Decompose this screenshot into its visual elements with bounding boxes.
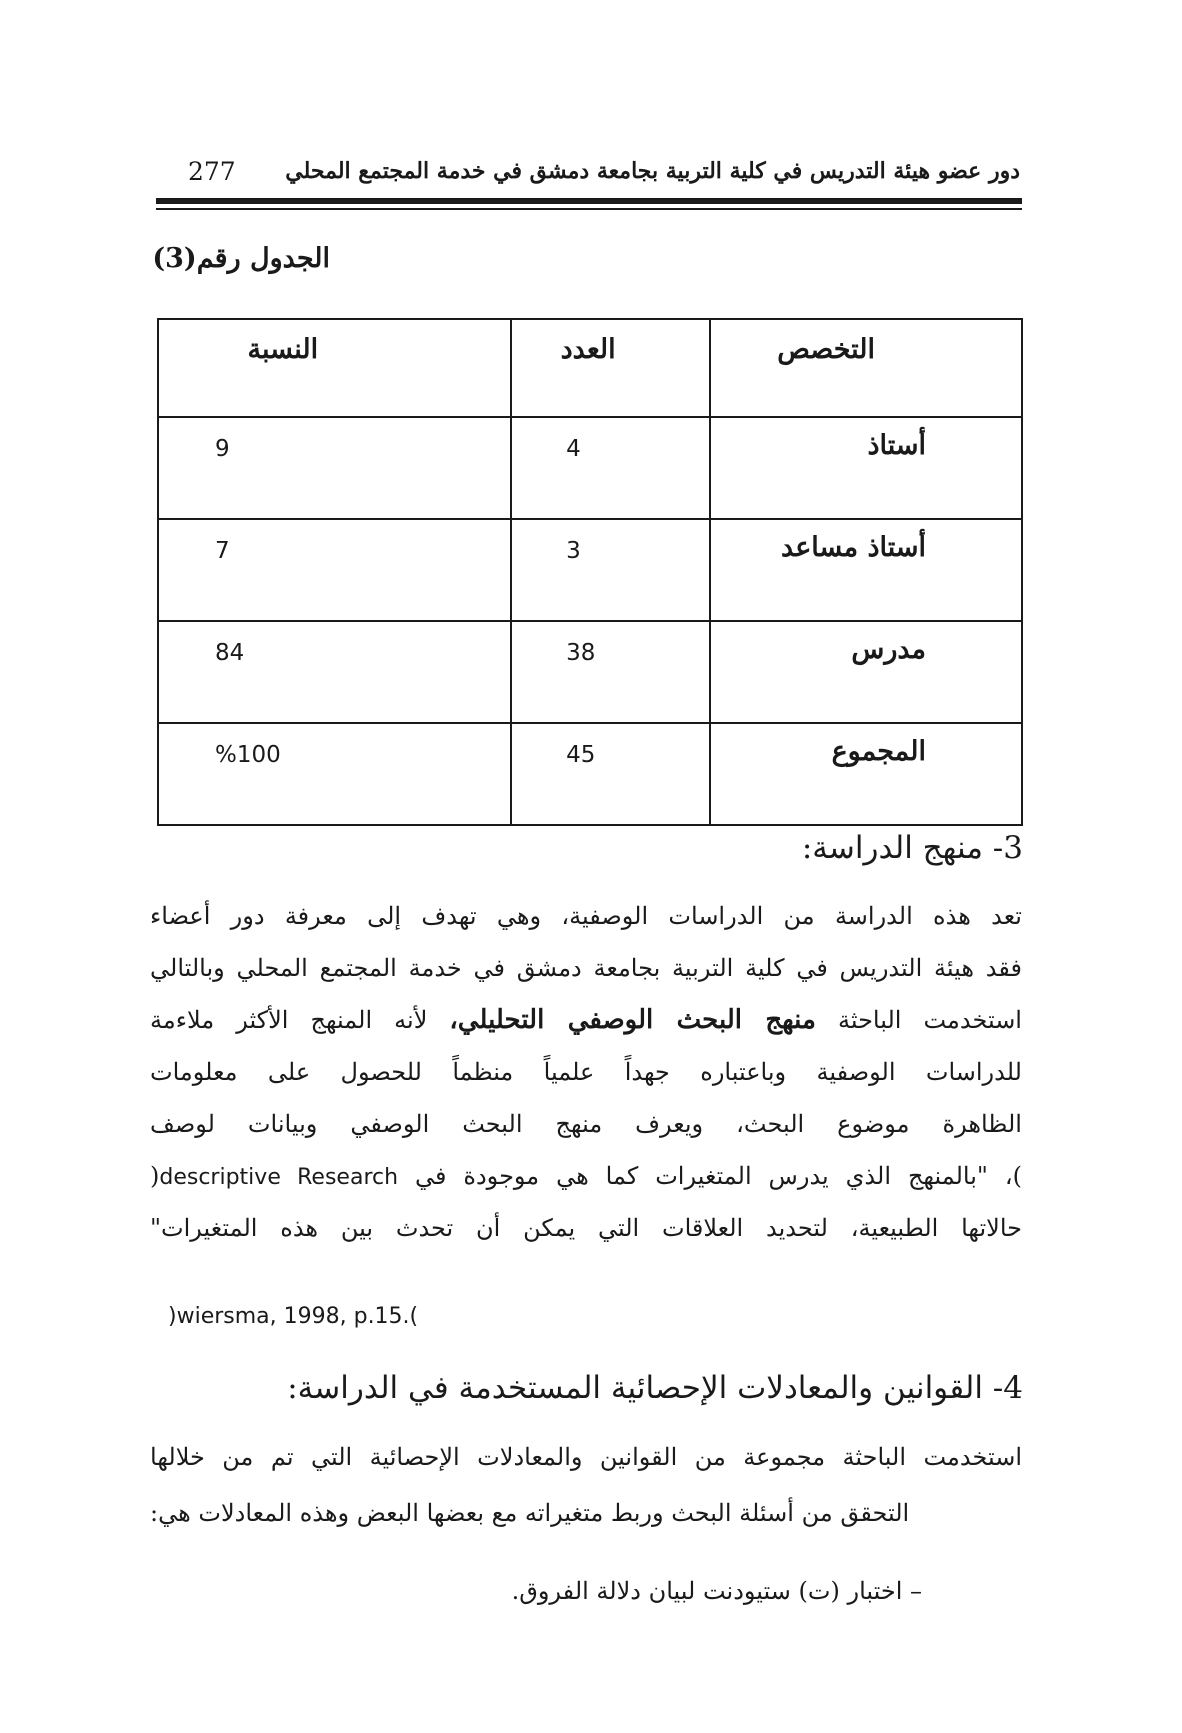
paragraph-line: للدراسات الوصفية وباعتباره جهداً علمياً منظماً للحصول على معلومات bbox=[150, 1058, 1022, 1086]
paragraph-line bbox=[150, 1150, 1022, 1202]
cell-percent: 7 bbox=[158, 519, 511, 621]
cell-specialty: مدرس bbox=[710, 621, 1022, 723]
line-text: ( bbox=[150, 1162, 160, 1190]
paragraph-line bbox=[150, 1098, 1022, 1150]
header-specialty: التخصص bbox=[710, 319, 1022, 417]
cell-percent: %100 bbox=[158, 723, 511, 825]
header-rule-thin bbox=[156, 208, 1022, 210]
cell-count: 45 bbox=[511, 723, 709, 825]
citation: )wiersma, 1998, p.15.( bbox=[168, 1304, 419, 1329]
specialty-table bbox=[157, 318, 1023, 826]
page-number: 277 bbox=[188, 156, 236, 186]
section-4-paragraph bbox=[150, 1429, 1022, 1541]
cell-percent: 9 bbox=[158, 417, 511, 519]
section-4-title: 4- القوانين والمعادلات الإحصائية المستخدمة في الدراسة: bbox=[287, 1370, 1023, 1406]
header-count: العدد bbox=[511, 319, 709, 417]
paragraph-line: فقد هيئة التدريس في كلية التربية بجامعة دمشق في خدمة المجتمع المحلي وبالتالي bbox=[150, 954, 1022, 982]
paragraph-line: استخدمت الباحثة مجموعة من القوانين والمعادلات الإحصائية التي تم من خلالها bbox=[150, 1443, 1022, 1471]
cell-specialty: أستاذ bbox=[710, 417, 1022, 519]
table-row-total bbox=[158, 723, 1022, 825]
latin-term: descriptive Research bbox=[159, 1165, 399, 1190]
header-percent: النسبة bbox=[158, 319, 511, 417]
cell-count: 3 bbox=[511, 519, 709, 621]
paragraph-line: التحقق من أسئلة البحث وربط متغيراته مع بعضها البعض وهذه المعادلات هي: bbox=[150, 1499, 910, 1527]
section-3-paragraph bbox=[150, 890, 1022, 1254]
running-header bbox=[158, 150, 1020, 192]
cell-percent: 84 bbox=[158, 621, 511, 723]
line-text: لأنه المنهج الأكثر ملاءمة bbox=[150, 1006, 428, 1034]
line-text: وبيانات لوصف bbox=[150, 1110, 318, 1138]
paragraph-line bbox=[150, 994, 1022, 1046]
table-row bbox=[158, 417, 1022, 519]
cell-specialty: أستاذ مساعد bbox=[710, 519, 1022, 621]
header-rule-thick bbox=[156, 198, 1022, 204]
line-text: )، "بالمنهج الذي يدرس المتغيرات كما هي موجودة في bbox=[415, 1162, 1022, 1190]
cell-count: 38 bbox=[511, 621, 709, 723]
running-title: دور عضو هيئة التدريس في كلية التربية بجامعة دمشق في خدمة المجتمع المحلي bbox=[285, 158, 1020, 184]
table-row bbox=[158, 621, 1022, 723]
cell-specialty: المجموع bbox=[710, 723, 1022, 825]
table-row bbox=[158, 519, 1022, 621]
bullet-item: – اختبار (ت) ستيودنت لبيان دلالة الفروق. bbox=[511, 1577, 922, 1605]
cell-count: 4 bbox=[511, 417, 709, 519]
table-caption: الجدول رقم(3) bbox=[152, 243, 330, 274]
paragraph-line: تعد هذه الدراسة من الدراسات الوصفية، وهي تهدف إلى معرفة دور أعضاء bbox=[150, 902, 1022, 930]
table-header-row bbox=[158, 319, 1022, 417]
paragraph-line: حالاتها الطبيعية، لتحديد العلاقات التي يمكن أن تحدث بين هذه المتغيرات" bbox=[150, 1214, 1022, 1242]
method-name: منهج البحث الوصفي التحليلي، bbox=[449, 1005, 816, 1035]
line-text: الظاهرة موضوع البحث، ويعرف منهج البحث الوصفي bbox=[350, 1110, 1022, 1138]
section-3-title: 3- منهج الدراسة: bbox=[801, 830, 1023, 866]
line-text: استخدمت الباحثة bbox=[837, 1006, 1022, 1034]
